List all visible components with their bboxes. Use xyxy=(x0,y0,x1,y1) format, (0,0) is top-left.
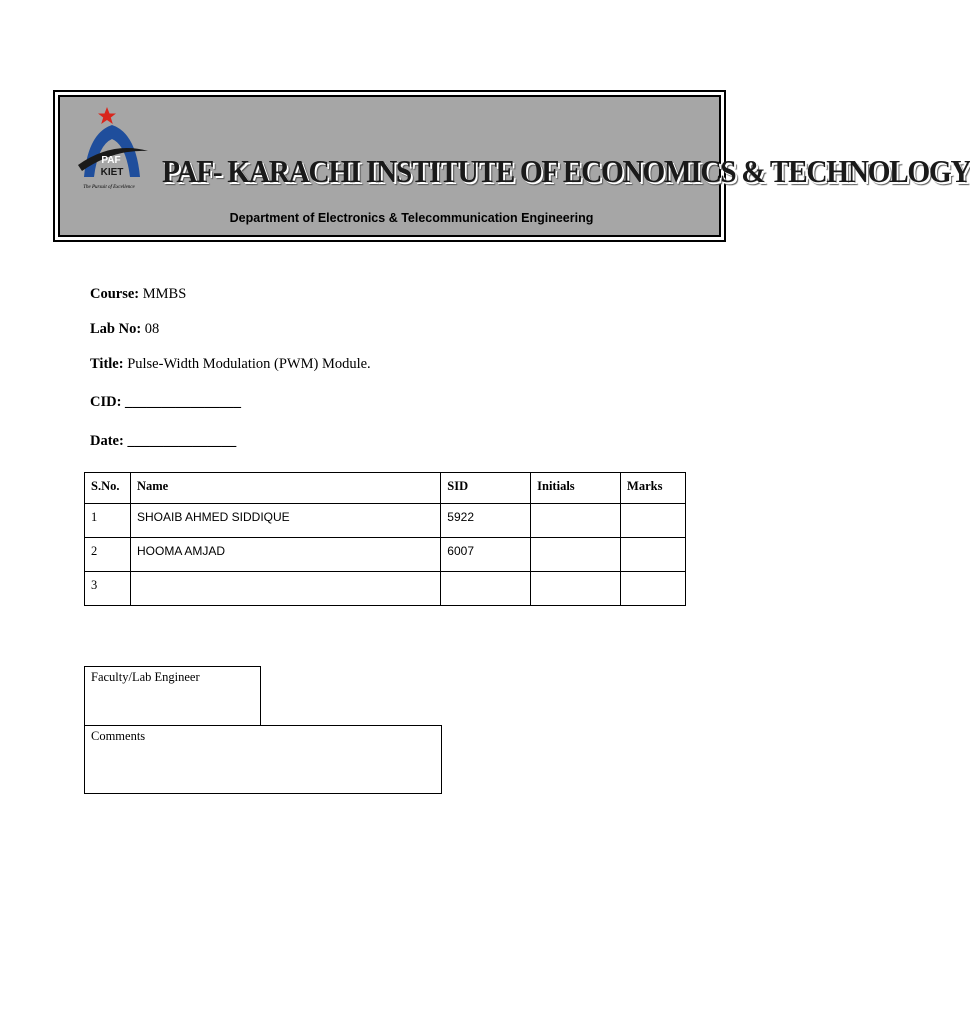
cell-initials xyxy=(531,572,621,606)
student-table xyxy=(84,472,686,606)
table-row xyxy=(85,572,686,606)
header-name: Name xyxy=(130,473,440,504)
cell-sid: 6007 xyxy=(441,538,531,572)
title-label: Title: xyxy=(90,356,124,372)
logo-star-icon xyxy=(98,107,116,124)
cid-field xyxy=(90,394,241,411)
title-value: Pulse-Width Modulation (PWM) Module. xyxy=(127,356,371,372)
logo-tagline: The Pursuit of Excellence xyxy=(83,185,135,190)
course-field xyxy=(90,286,186,303)
header-sno: S.No. xyxy=(85,473,131,504)
cell-initials xyxy=(531,504,621,538)
cell-marks xyxy=(621,504,686,538)
paf-kiet-logo xyxy=(74,105,156,197)
course-value: MMBS xyxy=(142,286,187,302)
cid-label: CID: xyxy=(90,394,122,410)
department-name: Department of Electronics & Telecommunication Engineering xyxy=(229,211,594,225)
title-field xyxy=(90,356,371,373)
banner-panel xyxy=(58,95,970,237)
header-marks: Marks xyxy=(621,473,686,504)
cid-blank: ________________ xyxy=(125,394,242,410)
table-header-row xyxy=(85,473,686,504)
date-label: Date: xyxy=(90,433,124,449)
comments-label: Comments xyxy=(91,729,146,743)
table-row xyxy=(85,538,686,572)
cell-name: HOOMA AMJAD xyxy=(130,538,440,572)
logo-text-paf: PAF xyxy=(101,155,121,166)
table-row xyxy=(85,504,686,538)
lab-field xyxy=(90,321,159,338)
header-initials: Initials xyxy=(531,473,621,504)
date-blank: _______________ xyxy=(127,433,237,449)
cell-sno: 2 xyxy=(85,538,131,572)
institute-title: PAF- KARACHI INSTITUTE OF ECONOMICS & TECHNOLOGY xyxy=(162,153,970,189)
faculty-label: Faculty/Lab Engineer xyxy=(91,670,200,684)
faculty-box xyxy=(84,666,261,726)
date-field xyxy=(90,433,236,450)
logo-text-kiet: KIET xyxy=(100,167,124,178)
header-sid: SID xyxy=(441,473,531,504)
cell-sid xyxy=(441,572,531,606)
institute-banner xyxy=(53,90,970,242)
cell-sid: 5922 xyxy=(441,504,531,538)
comments-box xyxy=(84,725,442,794)
course-label: Course: xyxy=(90,286,140,302)
cell-marks xyxy=(621,572,686,606)
cell-sno: 3 xyxy=(85,572,131,606)
lab-label: Lab No: xyxy=(90,321,142,337)
cell-sno: 1 xyxy=(85,504,131,538)
lab-value: 08 xyxy=(144,321,160,337)
cell-name: SHOAIB AHMED SIDDIQUE xyxy=(130,504,440,538)
cell-marks xyxy=(621,538,686,572)
cell-initials xyxy=(531,538,621,572)
cell-name xyxy=(130,572,440,606)
